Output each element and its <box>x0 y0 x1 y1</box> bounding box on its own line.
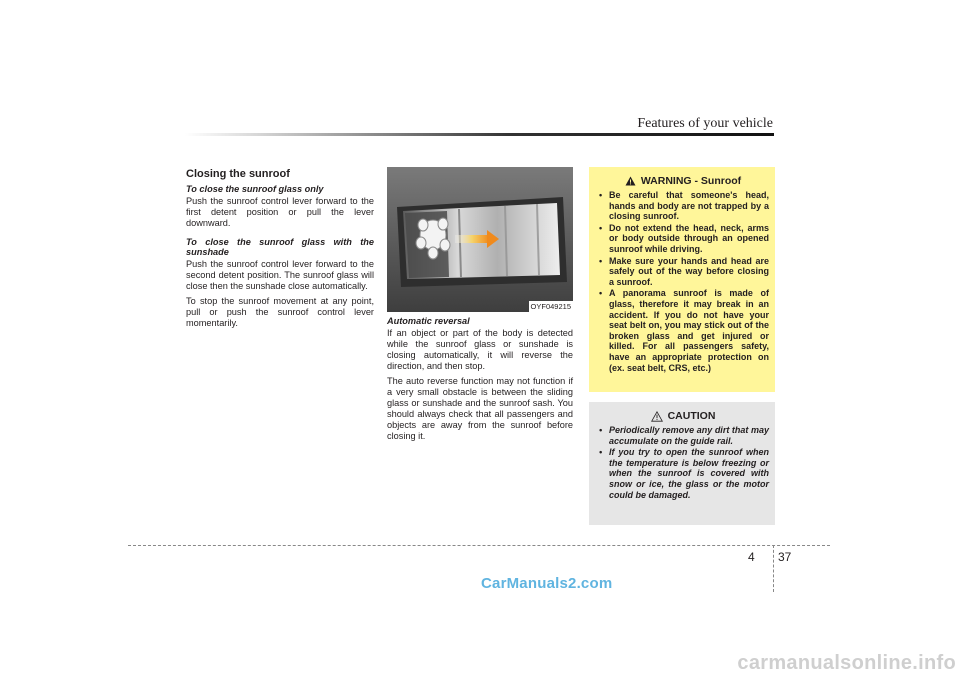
bullet-icon: • <box>599 255 603 266</box>
figure-code: OYF049215 <box>530 302 571 311</box>
header-title: Features of your vehicle <box>637 116 773 131</box>
section-title: Closing the sunroof <box>186 168 290 180</box>
caution-item <box>597 425 769 446</box>
auto-reversal-p2: The auto reverse function may not function if a very small obstacle is between the sliding glass or sunshade and the sunroof sash. You should always check that all passengers and objects are away from the sunroof before closing it. <box>387 375 573 441</box>
sunroof-photo <box>387 167 573 312</box>
caution-item-text: If you try to open the sunroof when the temperature is below freezing or when the sunroof is covered with snow or ice, the glass or the motor could be damaged. <box>609 447 769 500</box>
footer-divider <box>773 545 774 592</box>
bullet-icon: • <box>599 288 603 299</box>
bullet-icon: • <box>599 425 603 435</box>
with-sunshade-heading: To close the sunroof glass with the sunshade <box>186 236 374 257</box>
warning-item <box>597 256 769 288</box>
warning-item-text: Do not extend the head, neck, arms or body outside through an opened sunroof while driving. <box>609 222 769 254</box>
caution-item <box>597 447 769 500</box>
header-rule <box>185 133 774 136</box>
caution-item-text: Periodically remove any dirt that may accumulate on the guide rail. <box>609 425 769 446</box>
watermark-carmanualsonline[interactable]: carmanualsonline.info <box>737 652 956 674</box>
warning-triangle-icon <box>625 176 636 186</box>
auto-reversal-p1: If an object or part of the body is detected while the sunroof glass or sunshade is closing automatically, it will reverse the direction, and then stop. <box>387 327 573 371</box>
warning-header <box>597 175 769 187</box>
warning-item-text: Be careful that someone's head, hands and body are not trapped by a closing sunroof. <box>609 190 769 222</box>
bullet-icon: • <box>599 190 603 200</box>
warning-box <box>589 167 775 392</box>
sunroof-illustration <box>387 167 573 312</box>
watermark-carmanuals2[interactable]: CarManuals2.com <box>481 575 613 592</box>
auto-reversal-column <box>387 316 573 446</box>
caution-triangle-icon <box>651 411 663 422</box>
warning-subtitle: Sunroof <box>700 175 742 187</box>
warning-item <box>597 288 769 373</box>
bullet-icon: • <box>599 222 603 233</box>
glass-only-heading: To close the sunroof glass only <box>186 184 324 194</box>
bullet-icon: • <box>599 447 603 458</box>
section-column-1 <box>186 169 374 333</box>
caution-box <box>589 402 775 525</box>
warning-item <box>597 223 769 255</box>
footer-rule <box>128 545 830 546</box>
warning-title: WARNING - <box>640 175 698 187</box>
glass-only-text: Push the sunroof control lever forward to the first detent position or pull the lever downward. <box>186 195 374 228</box>
caution-title: CAUTION <box>667 410 716 422</box>
warning-item <box>597 190 769 222</box>
with-sunshade-text: Push the sunroof control lever forward to the second detent position. The sunroof glass will close then the sunshade close automatically. <box>186 258 374 291</box>
auto-reversal-heading: Automatic reversal <box>387 316 470 326</box>
warning-item-text: A panorama sunroof is made of glass, therefore it may break in an accident. If you do not have your seat belt on, you may stick out of the broken glass and get injured or killed. For all passengers safety, have an appropriate protection on (ex. seat belt, CRS, etc.) <box>609 288 769 373</box>
caution-header <box>597 410 769 422</box>
stop-text: To stop the sunroof movement at any point, pull or push the sunroof control lever momentarily. <box>186 295 374 328</box>
warning-item-text: Make sure your hands and head are safely out of the way before closing a sunroof. <box>609 255 769 287</box>
chapter-number: 4 <box>748 550 755 564</box>
page-number: 37 <box>778 550 792 564</box>
